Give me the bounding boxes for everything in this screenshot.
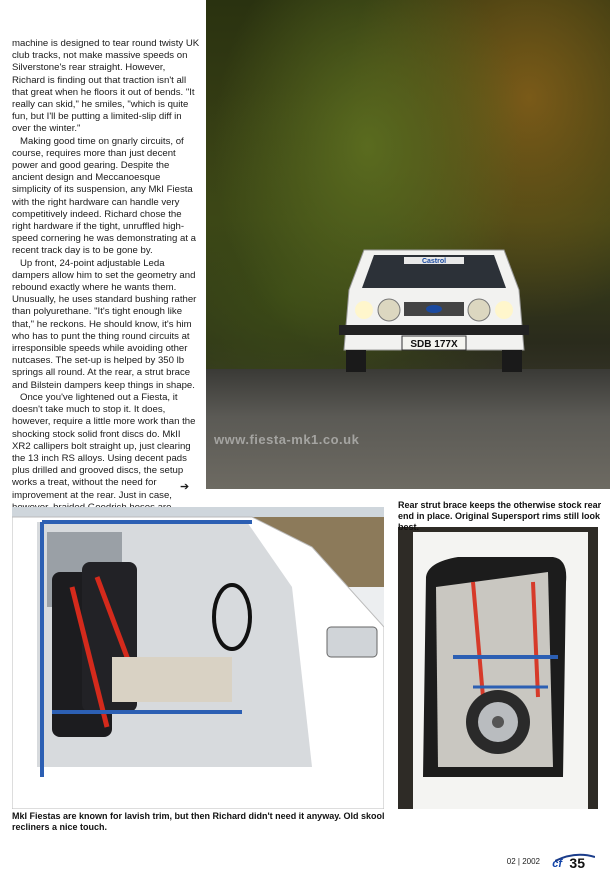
interior-photo <box>12 507 384 809</box>
rear-photo <box>398 527 598 809</box>
interior-photo-caption: MkI Fiestas are known for lavish trim, but then Richard didn't need it anyway. Old skool recliners a nice touch. <box>12 811 385 832</box>
paragraph-3: Up front, 24-point adjustable Leda dampers allow him to set the geometry and rebound exactly where he wants them. Unusually, he uses standard bushing rather than polyurethane. "It's tight enough like that," he reckons. He should know, it's him who has to punt the thing round circuits at irresponsible speeds while avoiding other nutcases. The set-up is helped by 350 lb springs all round. At the rear, a strut brace and Bilstein dampers keep things in shape. <box>12 257 197 391</box>
rear-illustration <box>398 527 598 809</box>
swoosh-icon <box>555 853 595 863</box>
number-plate: SDB 177X <box>410 339 458 350</box>
watermark: www.fiesta-mk1.co.uk <box>214 432 360 447</box>
issue-date: 02 | 2002 <box>506 857 540 866</box>
interior-illustration <box>12 507 384 809</box>
car-photo <box>206 0 610 489</box>
continue-arrow-icon: ➔ <box>180 481 190 493</box>
windscreen-banner: Castrol <box>421 258 447 265</box>
paragraph-4: Once you've lightened out a Fiesta, it doesn't take much to stop it. It does, however, require a little more work than the shocking stock solid front discs do. MkII XR2 callipers bolt straight up, just clearing the 13 inch RS alloys. Using decent pads plus drilled and grooved discs, the setup works a treat, without the need for improvement at the rear. Just in case, <box>12 391 196 501</box>
paragraph-1: machine is designed to tear round twisty UK club tracks, not make massive speeds on Silverstone's rear straight. However, Richard is finding out that traction isn't all that great when he floors it out of bends. "It really can skid," he smiles, "which is quite fun, but I'll be putting a limited-slip diff in over the winter." <box>12 38 200 135</box>
road <box>206 369 610 489</box>
article-body <box>12 38 200 526</box>
paragraph-2: Making good time on gnarly circuits, of course, requires more than just decent power and good gearing. Despite the ancient design and Meccanoesque simplicity of its suspension, any MkI Fiesta with the right hardware can handle very competitively indeed. Richard chose the right hardware if the tight, unruffled high-speed cornering he was demonstrating at a recent track day is to be gone by. <box>12 135 196 257</box>
white-fiesta-illustration <box>334 230 534 380</box>
page-number: 35 <box>569 855 585 871</box>
magazine-logo: cf <box>552 858 562 870</box>
rear-photo-caption: Rear strut brace keeps the otherwise stock rear end in place. Original Supersport rims still look best. <box>398 500 602 532</box>
